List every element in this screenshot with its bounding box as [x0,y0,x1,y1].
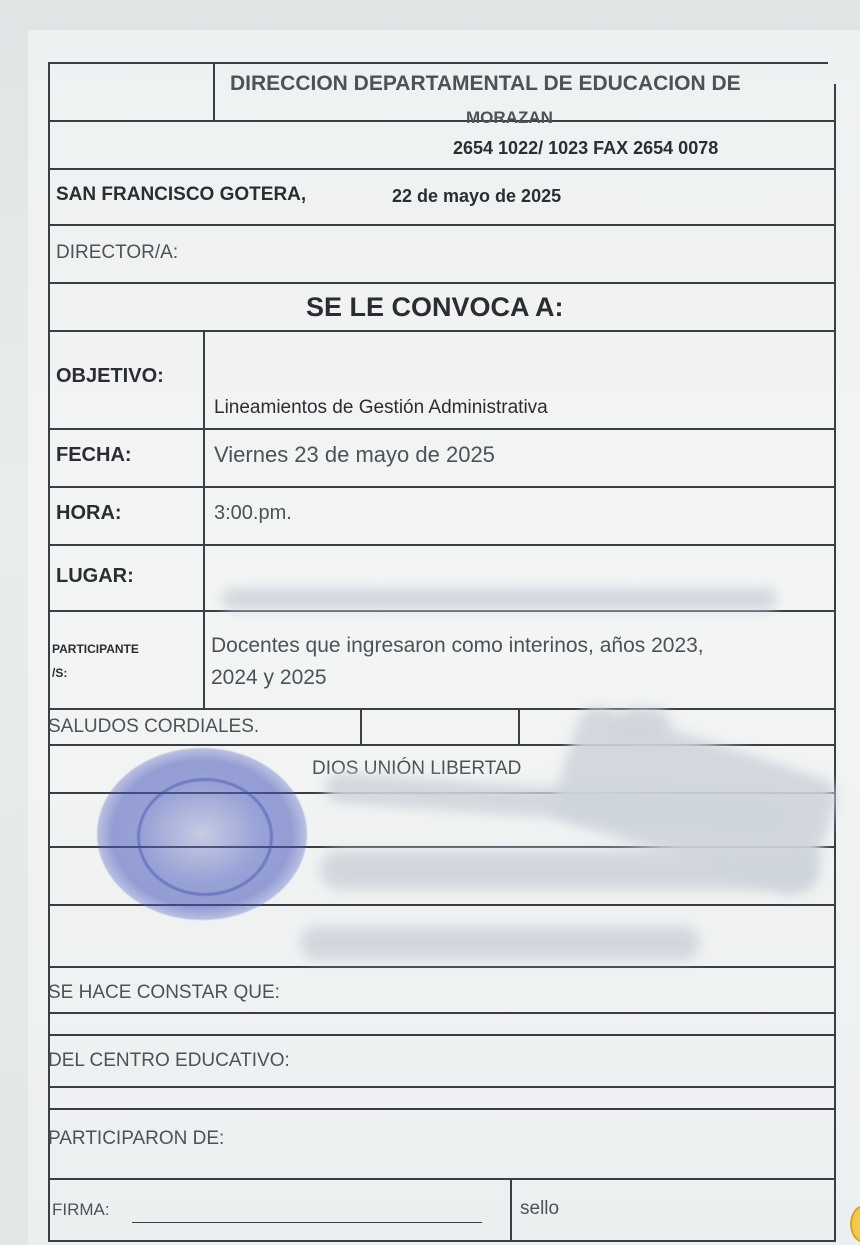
rule [48,1178,834,1180]
rule [48,282,834,284]
convoca-title: SE LE CONVOCA A: [306,292,564,322]
redacted-lugar [222,588,777,610]
seal-inner-ring [137,778,273,896]
rule [48,1012,834,1014]
rule [48,708,834,710]
field-divider [203,330,205,708]
rule [48,1240,834,1242]
participantes-label-line2: /S: [52,666,68,680]
phone-fax: 2654 1022/ 1023 FAX 2654 0078 [453,138,719,158]
org-title-line1: DIRECCION DEPARTAMENTAL DE EDUCACION DE [230,72,741,95]
objetivo-label: OBJETIVO: [56,365,164,387]
participantes-value-line2: 2024 y 2025 [211,666,327,689]
objetivo-value: Lineamientos de Gestión Administrativa [214,397,548,418]
director-label: DIRECTOR/A: [56,242,179,263]
sello-label: sello [520,1198,560,1219]
header-divider [213,62,215,120]
rule [48,168,834,170]
rule [48,428,834,430]
greeting: SALUDOS CORDIALES. [48,716,260,737]
lugar-label: LUGAR: [56,565,134,587]
table-right-border [834,84,836,1242]
rule [48,486,834,488]
rule [48,1034,834,1036]
redacted-text [320,850,820,890]
firma-line [132,1222,482,1223]
rule [48,544,834,546]
rule [48,1108,834,1110]
rule [48,610,834,612]
rule [48,330,834,332]
participaron: PARTICIPARON DE: [48,1128,225,1149]
rule [48,966,834,968]
fecha-label: FECHA: [56,444,132,466]
place: SAN FRANCISCO GOTERA, [56,184,307,205]
firma-label: FIRMA: [52,1200,110,1219]
rule [48,120,834,122]
greeting-divider-1 [360,708,362,744]
hora-value: 3:00.pm. [214,502,292,524]
rule [48,62,828,64]
fecha-value: Viernes 23 de mayo de 2025 [214,442,495,467]
participantes-label-line1: PARTICIPANTE [52,642,139,656]
redacted-text [300,926,700,960]
hora-label: HORA: [56,502,122,524]
rule [48,1086,834,1088]
rule [48,224,834,226]
hace-constar: SE HACE CONSTAR QUE: [48,982,280,1003]
date: 22 de mayo de 2025 [392,186,562,206]
firma-divider [510,1178,512,1240]
participantes-value-line1: Docentes que ingresaron como interinos, años 2023, [211,634,704,657]
official-seal [97,748,307,920]
centro-educativo: DEL CENTRO EDUCATIVO: [48,1050,290,1071]
greeting-divider-2 [518,708,520,744]
org-title-line2: MORAZAN [466,108,553,127]
motto: DIOS UNIÓN LIBERTAD [312,758,522,779]
